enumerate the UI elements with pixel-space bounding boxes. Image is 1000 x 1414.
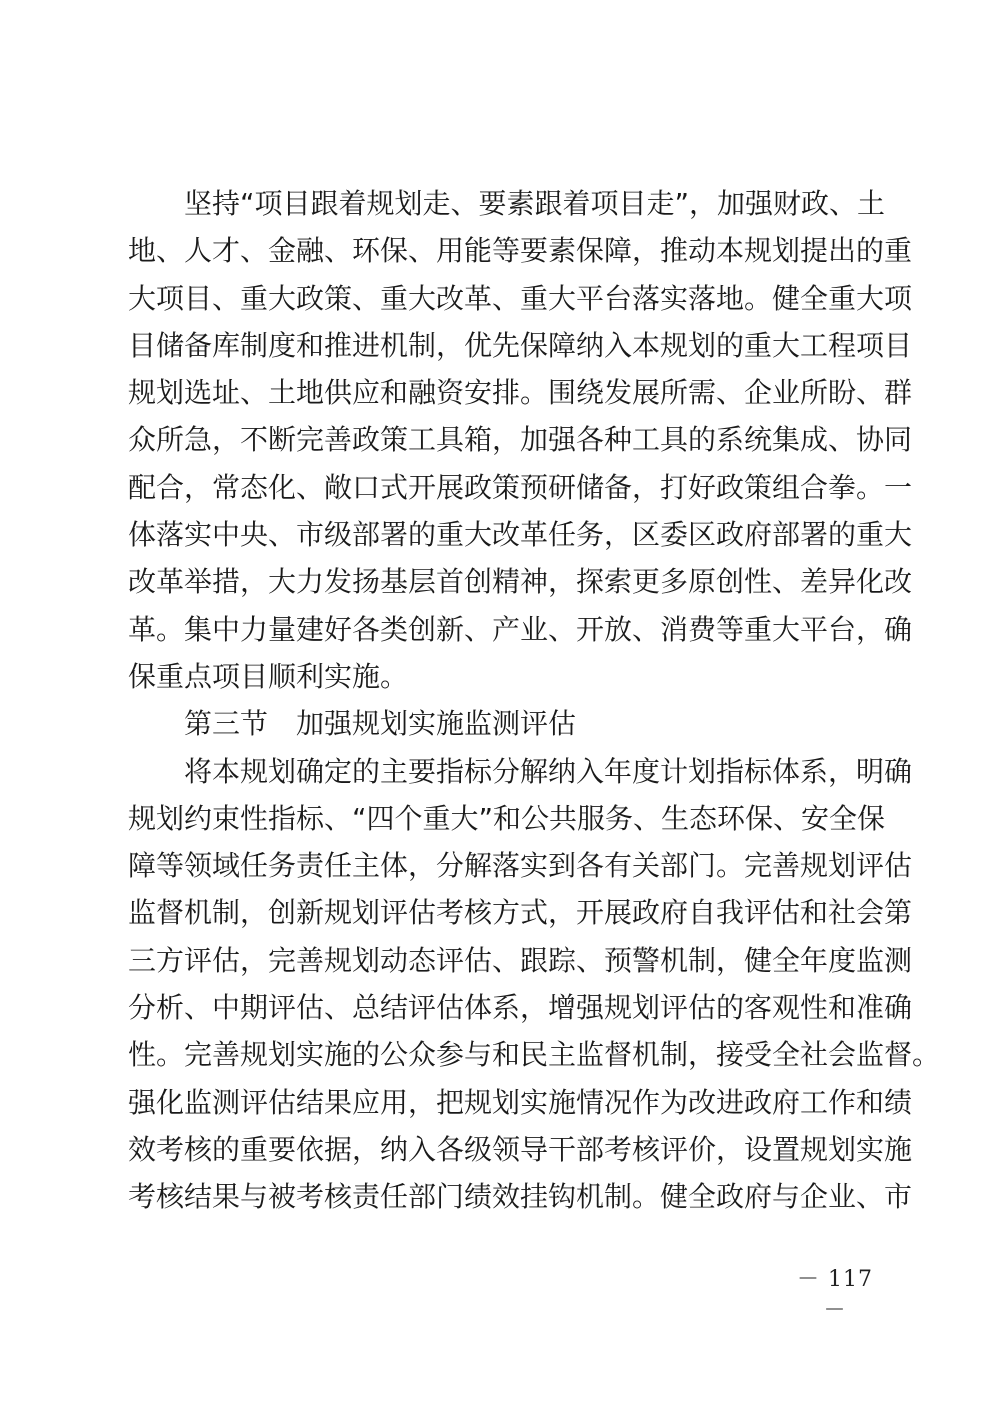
- paragraph-1-line-11: 保重点项目顺利实施。: [128, 659, 409, 693]
- paragraph-2-line-3: 障等领域任务责任主体，分解落实到各有关部门。完善规划评估: [128, 849, 913, 883]
- paragraph-2-line-1: 将本规划确定的主要指标分解纳入年度计划指标体系，明确: [128, 754, 913, 788]
- paragraph-2-line-9: 效考核的重要依据，纳入各级领导干部考核评价，设置规划实施: [128, 1132, 913, 1166]
- body-text: [128, 180, 941, 1221]
- page-number: － 117 －: [797, 1267, 873, 1323]
- paragraph-1-line-5: 规划选址、土地供应和融资安排。围绕发展所需、企业所盼、群: [128, 376, 913, 410]
- paragraph-2-line-10: 考核结果与被考核责任部门绩效挂钩机制。健全政府与企业、市: [128, 1180, 913, 1214]
- paragraph-2-line-2: 规划约束性指标、“四个重大”和公共服务、生态环保、安全保: [128, 801, 886, 835]
- paragraph-1-line-6: 众所急，不断完善政策工具箱，加强各种工具的系统集成、协同: [128, 423, 913, 457]
- paragraph-1-line-3: 大项目、重大政策、重大改革、重大平台落实落地。健全重大项: [128, 281, 913, 315]
- paragraph-1-line-2: 地、人才、金融、环保、用能等要素保障，推动本规划提出的重: [128, 234, 913, 268]
- paragraph-2-line-5: 三方评估，完善规划动态评估、跟踪、预警机制，健全年度监测: [128, 943, 913, 977]
- paragraph-2-line-4: 监督机制，创新规划评估考核方式，开展政府自我评估和社会第: [128, 896, 913, 930]
- paragraph-1-line-10: 革。集中力量建好各类创新、产业、开放、消费等重大平台，确: [128, 612, 913, 646]
- paragraph-1-line-1: 坚持“项目跟着规划走、要素跟着项目走”，加强财政、土: [128, 187, 886, 220]
- paragraph-1-line-8: 体落实中央、市级部署的重大改革任务，区委区政府部署的重大: [128, 518, 913, 552]
- paragraph-2-line-6: 分析、中期评估、总结评估体系，增强规划评估的客观性和准确: [128, 991, 913, 1025]
- paragraph-1-line-4: 目储备库制度和推进机制，优先保障纳入本规划的重大工程项目: [128, 328, 913, 362]
- paragraph-1-line-7: 配合，常态化、敞口式开展政策预研储备，打好政策组合拳。一: [128, 470, 913, 504]
- paragraph-2-line-7: 性。完善规划实施的公众参与和民主监督机制，接受全社会监督。: [128, 1038, 941, 1072]
- section-heading: 第三节 加强规划实施监测评估: [184, 707, 577, 741]
- paragraph-1-line-9: 改革举措，大力发扬基层首创精神，探索更多原创性、差异化改: [128, 565, 913, 599]
- paragraph-2-line-8: 强化监测评估结果应用，把规划实施情况作为改进政府工作和绩: [128, 1085, 913, 1119]
